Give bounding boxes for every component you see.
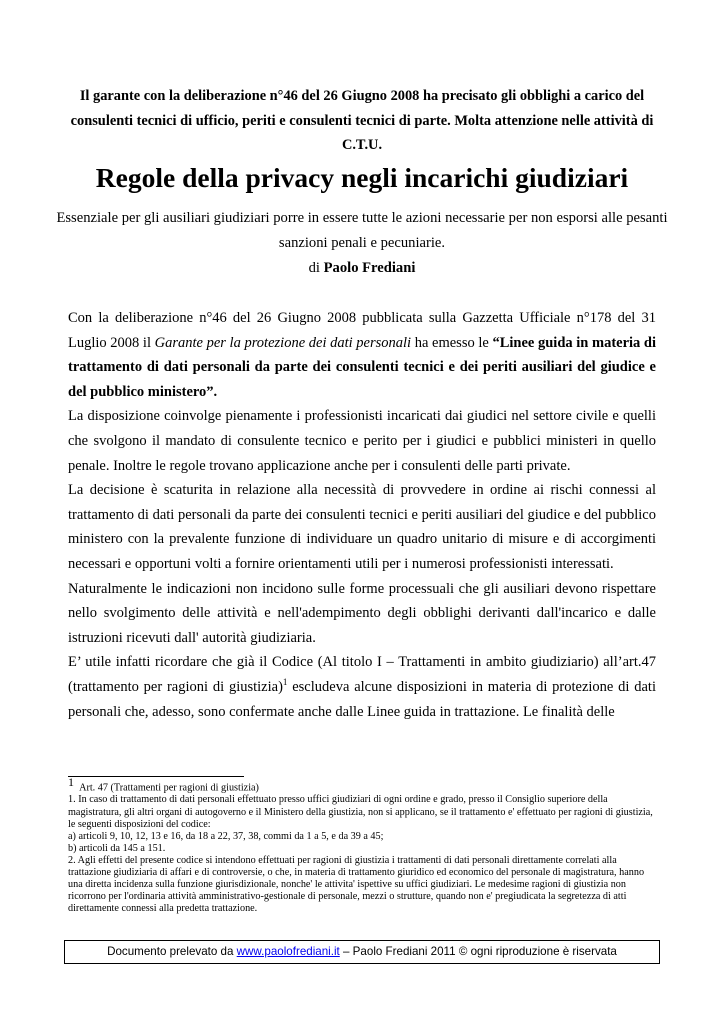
footnote <box>68 775 656 915</box>
byline <box>50 256 674 281</box>
footnote-line-4: 2. Agli effetti del presente codice si intendono effettuati per ragioni di giustizia i trattamenti di dati personali direttamente correlati alla trattazione giudiziaria di affari e di controversie, o che, in materia di trattamento giuridico ed economico del personale di magistratura, hanno una diretta incidenza sulla funzione giurisdizionale, nonche' le attivita' ispettive su uffici giudiziari. Le medesime ragioni di giustizia non ricorrono per l'ordinaria attività amministrativo-gestionale di personale, mezzi o strutture, quando non e' pregiudicata la segretezza di atti direttamente connessi alla predetta trattazione. <box>68 854 645 915</box>
footnote-heading <box>68 775 656 794</box>
paragraph-1 <box>68 306 656 404</box>
subtitle-block <box>50 206 674 281</box>
footnote-line-3: b) articoli da 145 a 151. <box>68 842 166 854</box>
footnote-line-2: a) articoli 9, 10, 12, 13 e 16, da 18 a 22, 37, 38, commi da 1 a 5, e da 39 a 45; <box>68 830 384 842</box>
p5-text-b: escludeva alcune disposizioni in materia di protezione di dati personali che, adesso, sono confermate anche dalle Linee guida in trattazione. Le finalità delle <box>68 678 656 720</box>
footer-link[interactable]: www.paolofrediani.it <box>236 945 340 958</box>
paragraph-2: La disposizione coinvolge pienamente i professionisti incaricati dai giudici nel settore civile e quelli che svolgono il mandato di consulente tecnico e perito per i giudici e pubblici ministeri in quello penale. Inoltre le regole trovano applicazione anche per i consulenti delle parti private. <box>68 408 656 474</box>
p1-text-b: ha emesso le <box>414 334 489 351</box>
lead-summary: Il garante con la deliberazione n°46 del 26 Giugno 2008 ha precisato gli obblighi a carico del consulenti tecnici di ufficio, periti e consulenti tecnici di parte. Molta attenzione nelle attività di C.T.U. <box>70 88 654 153</box>
paragraph-5 <box>68 650 656 724</box>
article-body <box>68 306 656 724</box>
footnote-line-1: 1. In caso di trattamento di dati personali effettuato presso uffici giudiziari di ogni ordine e grado, presso il Consiglio superiore della magistratura, gli altri organi di autogoverno e il Ministero della giustizia, non si applicano, se il trattamento e' effettuato per ragioni di giustizia, le seguenti disposizioni del codice: <box>68 794 653 830</box>
page-footer <box>64 940 660 964</box>
footnote-ref[interactable]: 1 <box>282 677 288 688</box>
p1-linee-guida: “Linee guida in materia di trattamento di dati personali da parte dei consulenti tecnici e dei periti ausiliari del giudice e del pubblico ministero”. <box>68 334 657 400</box>
paragraph-3: La decisione è scaturita in relazione alla necessità di provvedere in ordine ai rischi connessi al trattamento di dati personali da parte dei consulenti tecnici e periti ausiliari del giudice e del pubblico ministero con la prevalente funzione di individuare un quadro unitario di misure e di accorgimenti necessari e opportuni volti a fornire orientamenti utili per i numerosi professionisti interessati. <box>68 482 656 572</box>
p5-text-a: E’ utile infatti ricordare che già il Codice (Al titolo I – Trattamenti in ambito giudiziario) all’art.47 (trattamento per ragioni di giustizia) <box>68 654 656 695</box>
subtitle: Essenziale per gli ausiliari giudiziari porre in essere tutte le azioni necessarie per non esporsi alle pesanti sanzioni penali e pecuniarie. <box>56 210 668 251</box>
p1-garante: Garante per la protezione dei dati personali <box>154 334 412 351</box>
page-title: Regole della privacy negli incarichi giudiziari <box>95 162 629 193</box>
paragraph-4: Naturalmente le indicazioni non incidono sulle forme processuali che gli ausiliari devono rispettare nello svolgimento delle attività e nell'adempimento degli obblighi derivanti dall'incarico e dalle istruzioni ricevuti dall' autorità giudiziaria. <box>68 580 656 646</box>
byline-prefix: di <box>308 260 320 276</box>
footer-text-a: Documento prelevato da <box>107 945 234 958</box>
footer-text-b: – Paolo Frediani 2011 © ogni riproduzione è riservata <box>343 945 617 958</box>
footnote-head: Art. 47 (Trattamenti per ragioni di giustizia) <box>79 782 259 794</box>
footnote-number: 1 <box>68 775 74 789</box>
p1-text-a: Con la deliberazione n°46 del 26 Giugno 2008 pubblicata sulla Gazzetta Ufficiale n°178 del 31 Luglio 2008 il <box>68 310 656 351</box>
byline-author: Paolo Frediani <box>323 260 416 276</box>
footnote-separator <box>68 776 244 777</box>
